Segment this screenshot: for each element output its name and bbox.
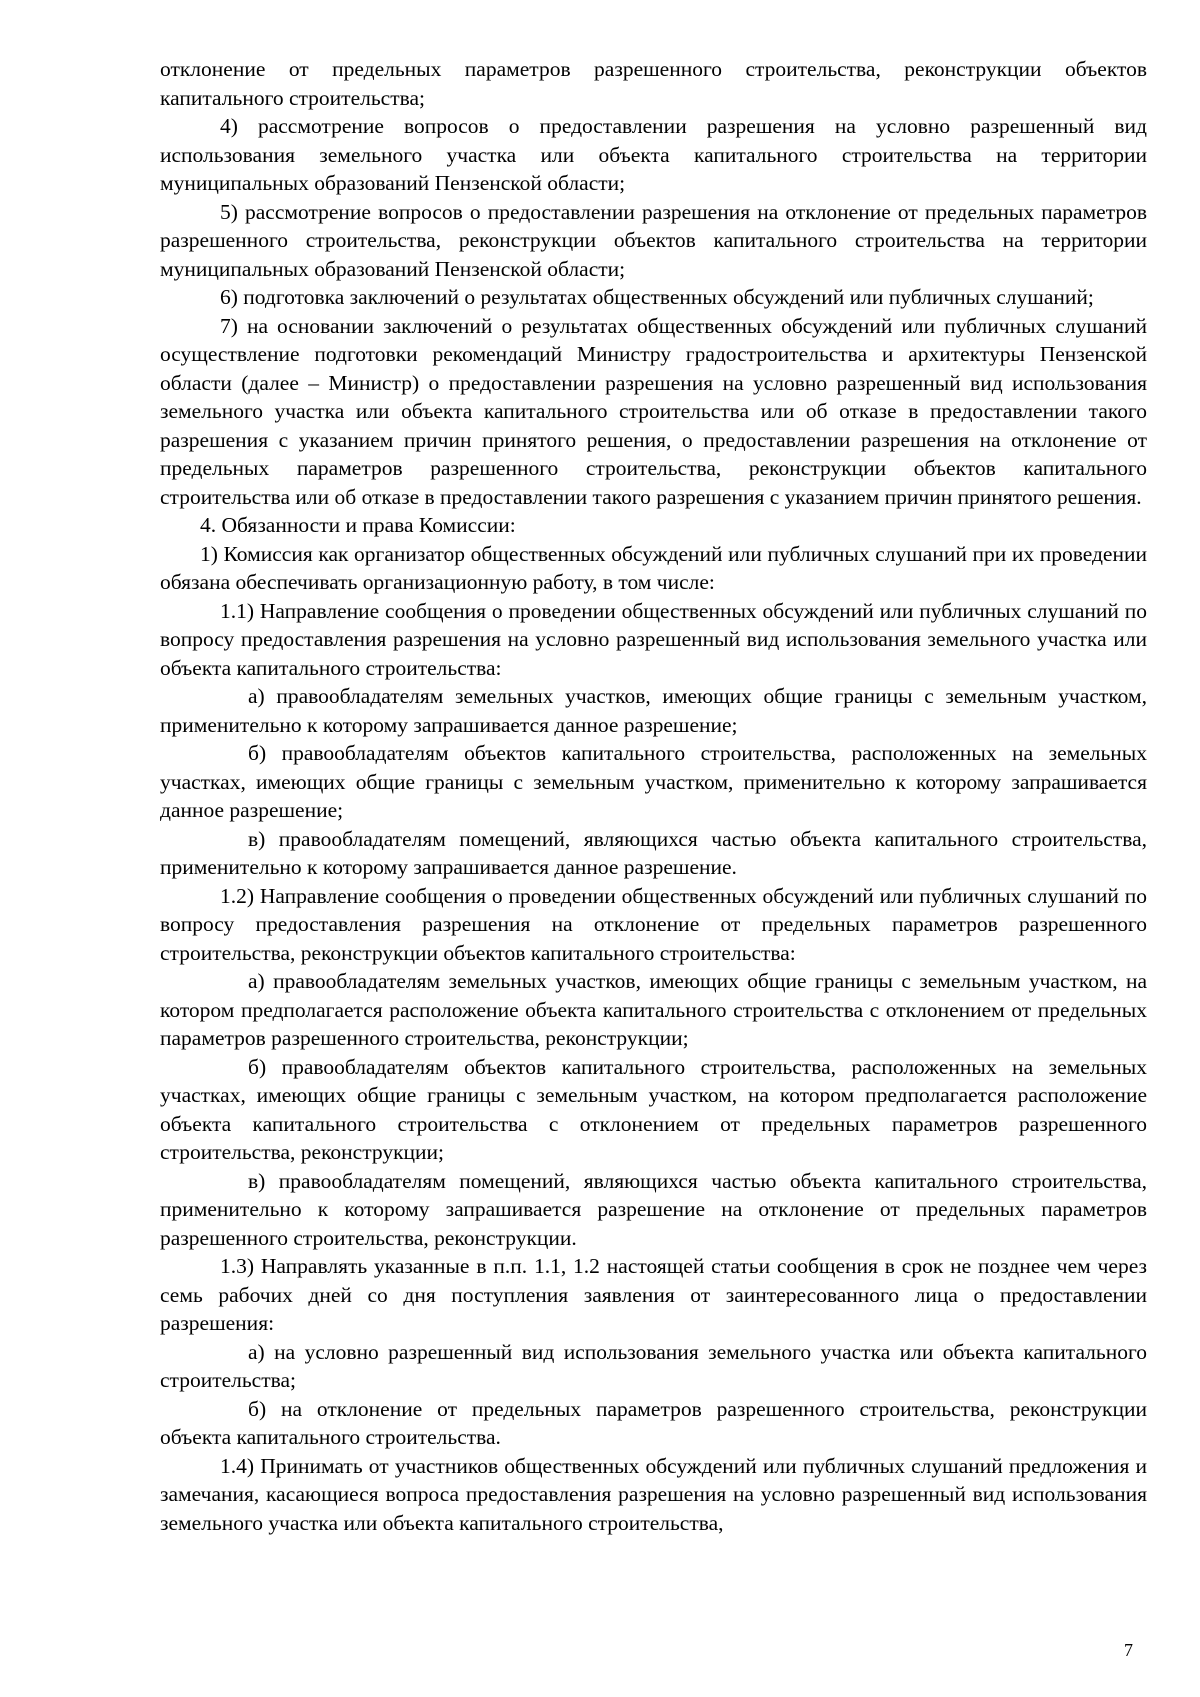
paragraph: 6) подготовка заключений о результатах общественных обсуждений или публичных слушаний;: [220, 285, 1094, 309]
paragraph: 1.1) Направление сообщения о проведении общественных обсуждений или публичных слушаний по вопросу предоставления разрешения на условно разрешенный вид использования земельного участка или объекта капитального строительства:: [160, 598, 1147, 680]
body-text: [160, 55, 1147, 1537]
list-item: б) на отклонение от предельных параметров разрешенного строительства, реконструкции объекта капитального строительства.: [160, 1396, 1147, 1449]
list-item: а) правообладателям земельных участков, имеющих общие границы с земельным участком, применительно к которому запрашивается данное разрешение;: [160, 684, 1147, 737]
list-item: в) правообладателям помещений, являющихся частью объекта капитального строительства, применительно к которому запрашивается разрешение на отклонение от предельных параметров разрешенного строительства, реконструкции.: [160, 1168, 1147, 1250]
paragraph: 4) рассмотрение вопросов о предоставлении разрешения на условно разрешенный вид использования земельного участка или объекта капитального строительства на территории муниципальных образований Пензенской области;: [160, 114, 1147, 195]
paragraph: отклонение от предельных параметров разрешенного строительства, реконструкции объектов капитального строительства;: [160, 57, 1147, 110]
paragraph: 7) на основании заключений о результатах общественных обсуждений или публичных слушаний осуществление подготовки рекомендаций Министру градостроительства и архитектуры Пензенской области (далее – Министр) о предоставлении разрешения на условно разрешенный вид использования земельного участка или объекта капитального строительства или об отказе в предоставлении такого разрешения с указанием причин принятого решения, о предоставлении разрешения на отклонение от предельных параметров разрешенного строительства, реконструкции объектов капитального строительства или об отказе в предоставлении такого разрешения с указанием причин принятого решения.: [160, 313, 1147, 509]
paragraph: 1.4) Принимать от участников общественных обсуждений или публичных слушаний предложения и замечания, касающиеся вопроса предоставления разрешения на условно разрешенный вид использования земельного участка или объекта капитального строительства,: [160, 1453, 1147, 1535]
list-item: б) правообладателям объектов капитального строительства, расположенных на земельных участках, имеющих общие границы с земельным участком, на котором предполагается расположение объекта капитального строительства с отклонением от предельных параметров разрешенного строительства, реконструкции;: [160, 1054, 1147, 1164]
list-item: б) правообладателям объектов капитального строительства, расположенных на земельных участках, имеющих общие границы с земельным участком, применительно к которому запрашивается данное разрешение;: [160, 741, 1147, 822]
paragraph: 1.2) Направление сообщения о проведении общественных обсуждений или публичных слушаний по вопросу предоставления разрешения на отклонение от предельных параметров разрешенного строительства, реконструкции объектов капитального строительства:: [160, 883, 1147, 965]
paragraph: 1) Комиссия как организатор общественных обсуждений или публичных слушаний при их проведении обязана обеспечивать организационную работу, в том числе:: [160, 541, 1147, 594]
list-item: а) на условно разрешенный вид использования земельного участка или объекта капитального строительства;: [160, 1339, 1147, 1392]
paragraph: 1.3) Направлять указанные в п.п. 1.1, 1.2 настоящей статьи сообщения в срок не позднее чем через семь рабочих дней со дня поступления заявления от заинтересованного лица о предоставлении разрешения:: [160, 1254, 1147, 1335]
section-heading: 4. Обязанности и права Комиссии:: [200, 513, 516, 537]
paragraph: 5) рассмотрение вопросов о предоставлении разрешения на отклонение от предельных параметров разрешенного строительства, реконструкции объектов капитального строительства на территории муниципальных образований Пензенской области;: [160, 199, 1147, 281]
list-item: в) правообладателям помещений, являющихся частью объекта капитального строительства, применительно к которому запрашивается данное разрешение.: [160, 826, 1147, 879]
page-number: 7: [1124, 1640, 1133, 1660]
list-item: а) правообладателям земельных участков, имеющих общие границы с земельным участком, на котором предполагается расположение объекта капитального строительства с отклонением от предельных параметров разрешенного строительства, реконструкции;: [160, 969, 1147, 1050]
